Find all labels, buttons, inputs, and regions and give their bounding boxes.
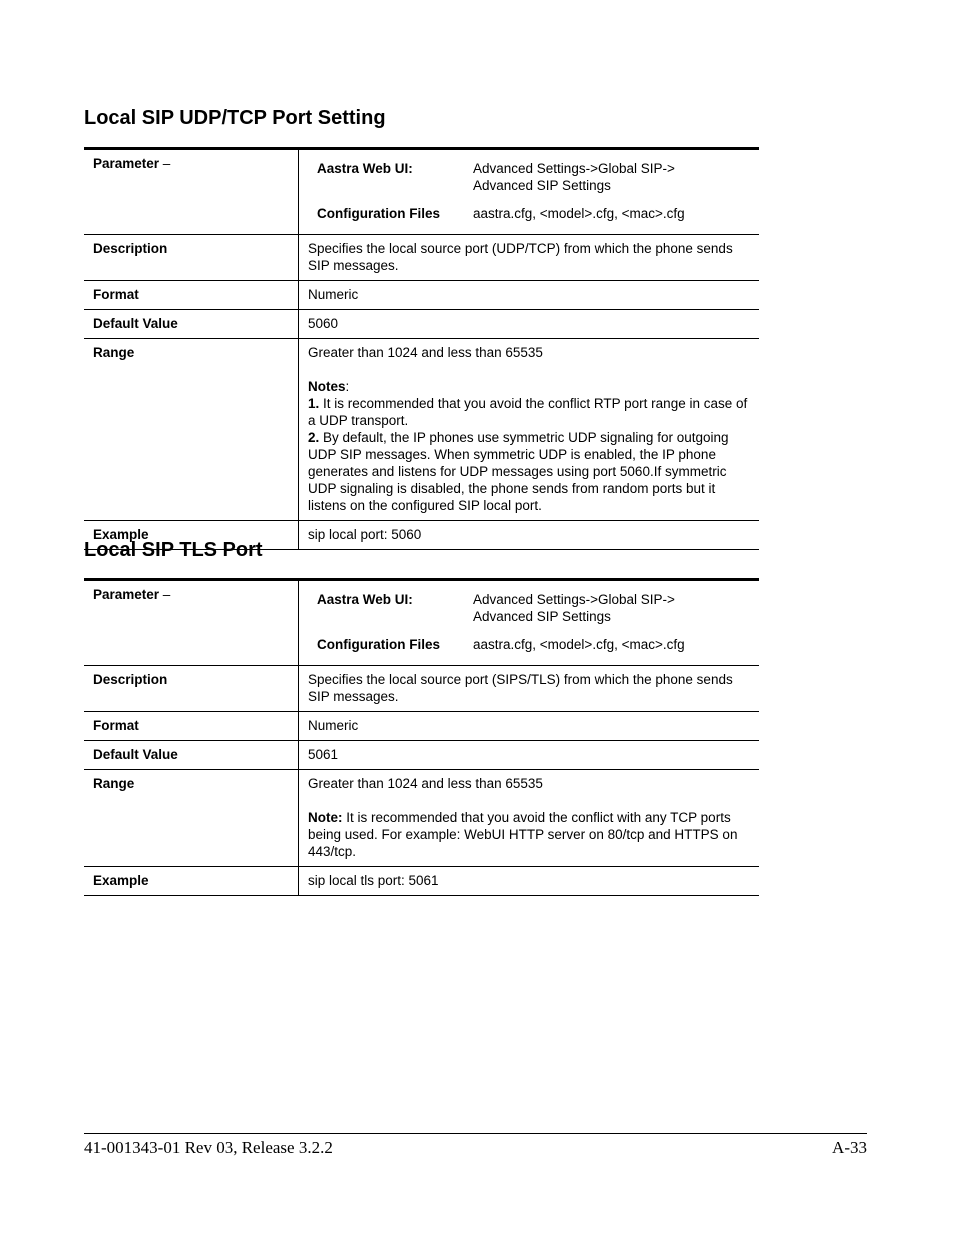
table-row xyxy=(84,235,759,281)
web-ui-path: Advanced Settings->Global SIP-> Advanced SIP Settings xyxy=(473,592,675,624)
range-value: Greater than 1024 and less than 65535 xyxy=(308,776,543,791)
format-label: Format xyxy=(84,281,299,310)
parameter-table-udp-tcp xyxy=(84,147,759,550)
note-1: 1. It is recommended that you avoid the conflict RTP port range in case of a UDP transport. xyxy=(308,396,748,428)
note: Note: It is recommended that you avoid the conflict with any TCP ports being used. For example: WebUI HTTP server on 80/tcp and HTTPS on 443/tcp. xyxy=(308,810,738,859)
default-value-label: Default Value xyxy=(84,310,299,339)
web-ui-label: Aastra Web UI: xyxy=(317,592,413,607)
page-number: A-33 xyxy=(832,1138,867,1157)
table-row xyxy=(84,666,759,712)
table-row xyxy=(84,310,759,339)
notes-heading: Notes: xyxy=(308,379,350,394)
table-row xyxy=(84,339,759,521)
default-value: 5060 xyxy=(299,310,760,339)
config-files-value: aastra.cfg, <model>.cfg, <mac>.cfg xyxy=(473,206,685,221)
page-footer xyxy=(84,1138,867,1158)
description-label: Description xyxy=(84,235,299,281)
example-label: Example xyxy=(84,521,299,550)
table-row xyxy=(84,149,759,235)
example-label: Example xyxy=(84,867,299,896)
example-value: sip local tls port: 5061 xyxy=(299,867,760,896)
web-ui-path: Advanced Settings->Global SIP-> Advanced SIP Settings xyxy=(473,161,675,193)
parameter-label-cell: Parameter – xyxy=(84,580,299,666)
range-label: Range xyxy=(84,770,299,867)
description-value: Specifies the local source port (SIPS/TLS) from which the phone sends SIP messages. xyxy=(299,666,760,712)
table-row xyxy=(84,281,759,310)
footer-rule xyxy=(84,1133,867,1134)
document-id: 41-001343-01 Rev 03, Release 3.2.2 xyxy=(84,1138,333,1157)
description-value: Specifies the local source port (UDP/TCP) from which the phone sends SIP messages. xyxy=(299,235,760,281)
table-row xyxy=(84,770,759,867)
parameter-label-cell: Parameter – xyxy=(84,149,299,235)
config-files-label: Configuration Files xyxy=(317,637,440,652)
section-title: Local SIP UDP/TCP Port Setting xyxy=(84,107,386,129)
description-label: Description xyxy=(84,666,299,712)
section-title: Local SIP TLS Port xyxy=(84,539,263,561)
web-ui-label: Aastra Web UI: xyxy=(317,161,413,176)
table-row xyxy=(84,580,759,666)
format-value: Numeric xyxy=(299,712,760,741)
table-row xyxy=(84,741,759,770)
example-value: sip local port: 5060 xyxy=(299,521,760,550)
format-value: Numeric xyxy=(299,281,760,310)
note-2: 2. By default, the IP phones use symmetric UDP signaling for outgoing UDP SIP messages. When symmetric UDP is enabled, the IP phone generates and listens for UDP messages using port 5060.If symmetric UDP signaling is disabled, the phone sends from random ports but it listens on the configured SIP local port. xyxy=(308,430,729,513)
range-value: Greater than 1024 and less than 65535 xyxy=(308,345,543,360)
parameter-table-tls xyxy=(84,578,759,896)
config-files-value: aastra.cfg, <model>.cfg, <mac>.cfg xyxy=(473,637,685,652)
range-value-cell xyxy=(299,339,760,521)
parameter-value-cell xyxy=(299,149,760,235)
config-files-label: Configuration Files xyxy=(317,206,440,221)
section-udp-tcp xyxy=(84,107,759,130)
section-tls xyxy=(84,539,759,562)
range-value-cell xyxy=(299,770,760,867)
default-value: 5061 xyxy=(299,741,760,770)
parameter-value-cell xyxy=(299,580,760,666)
format-label: Format xyxy=(84,712,299,741)
table-row xyxy=(84,867,759,896)
range-label: Range xyxy=(84,339,299,521)
default-value-label: Default Value xyxy=(84,741,299,770)
table-row xyxy=(84,712,759,741)
